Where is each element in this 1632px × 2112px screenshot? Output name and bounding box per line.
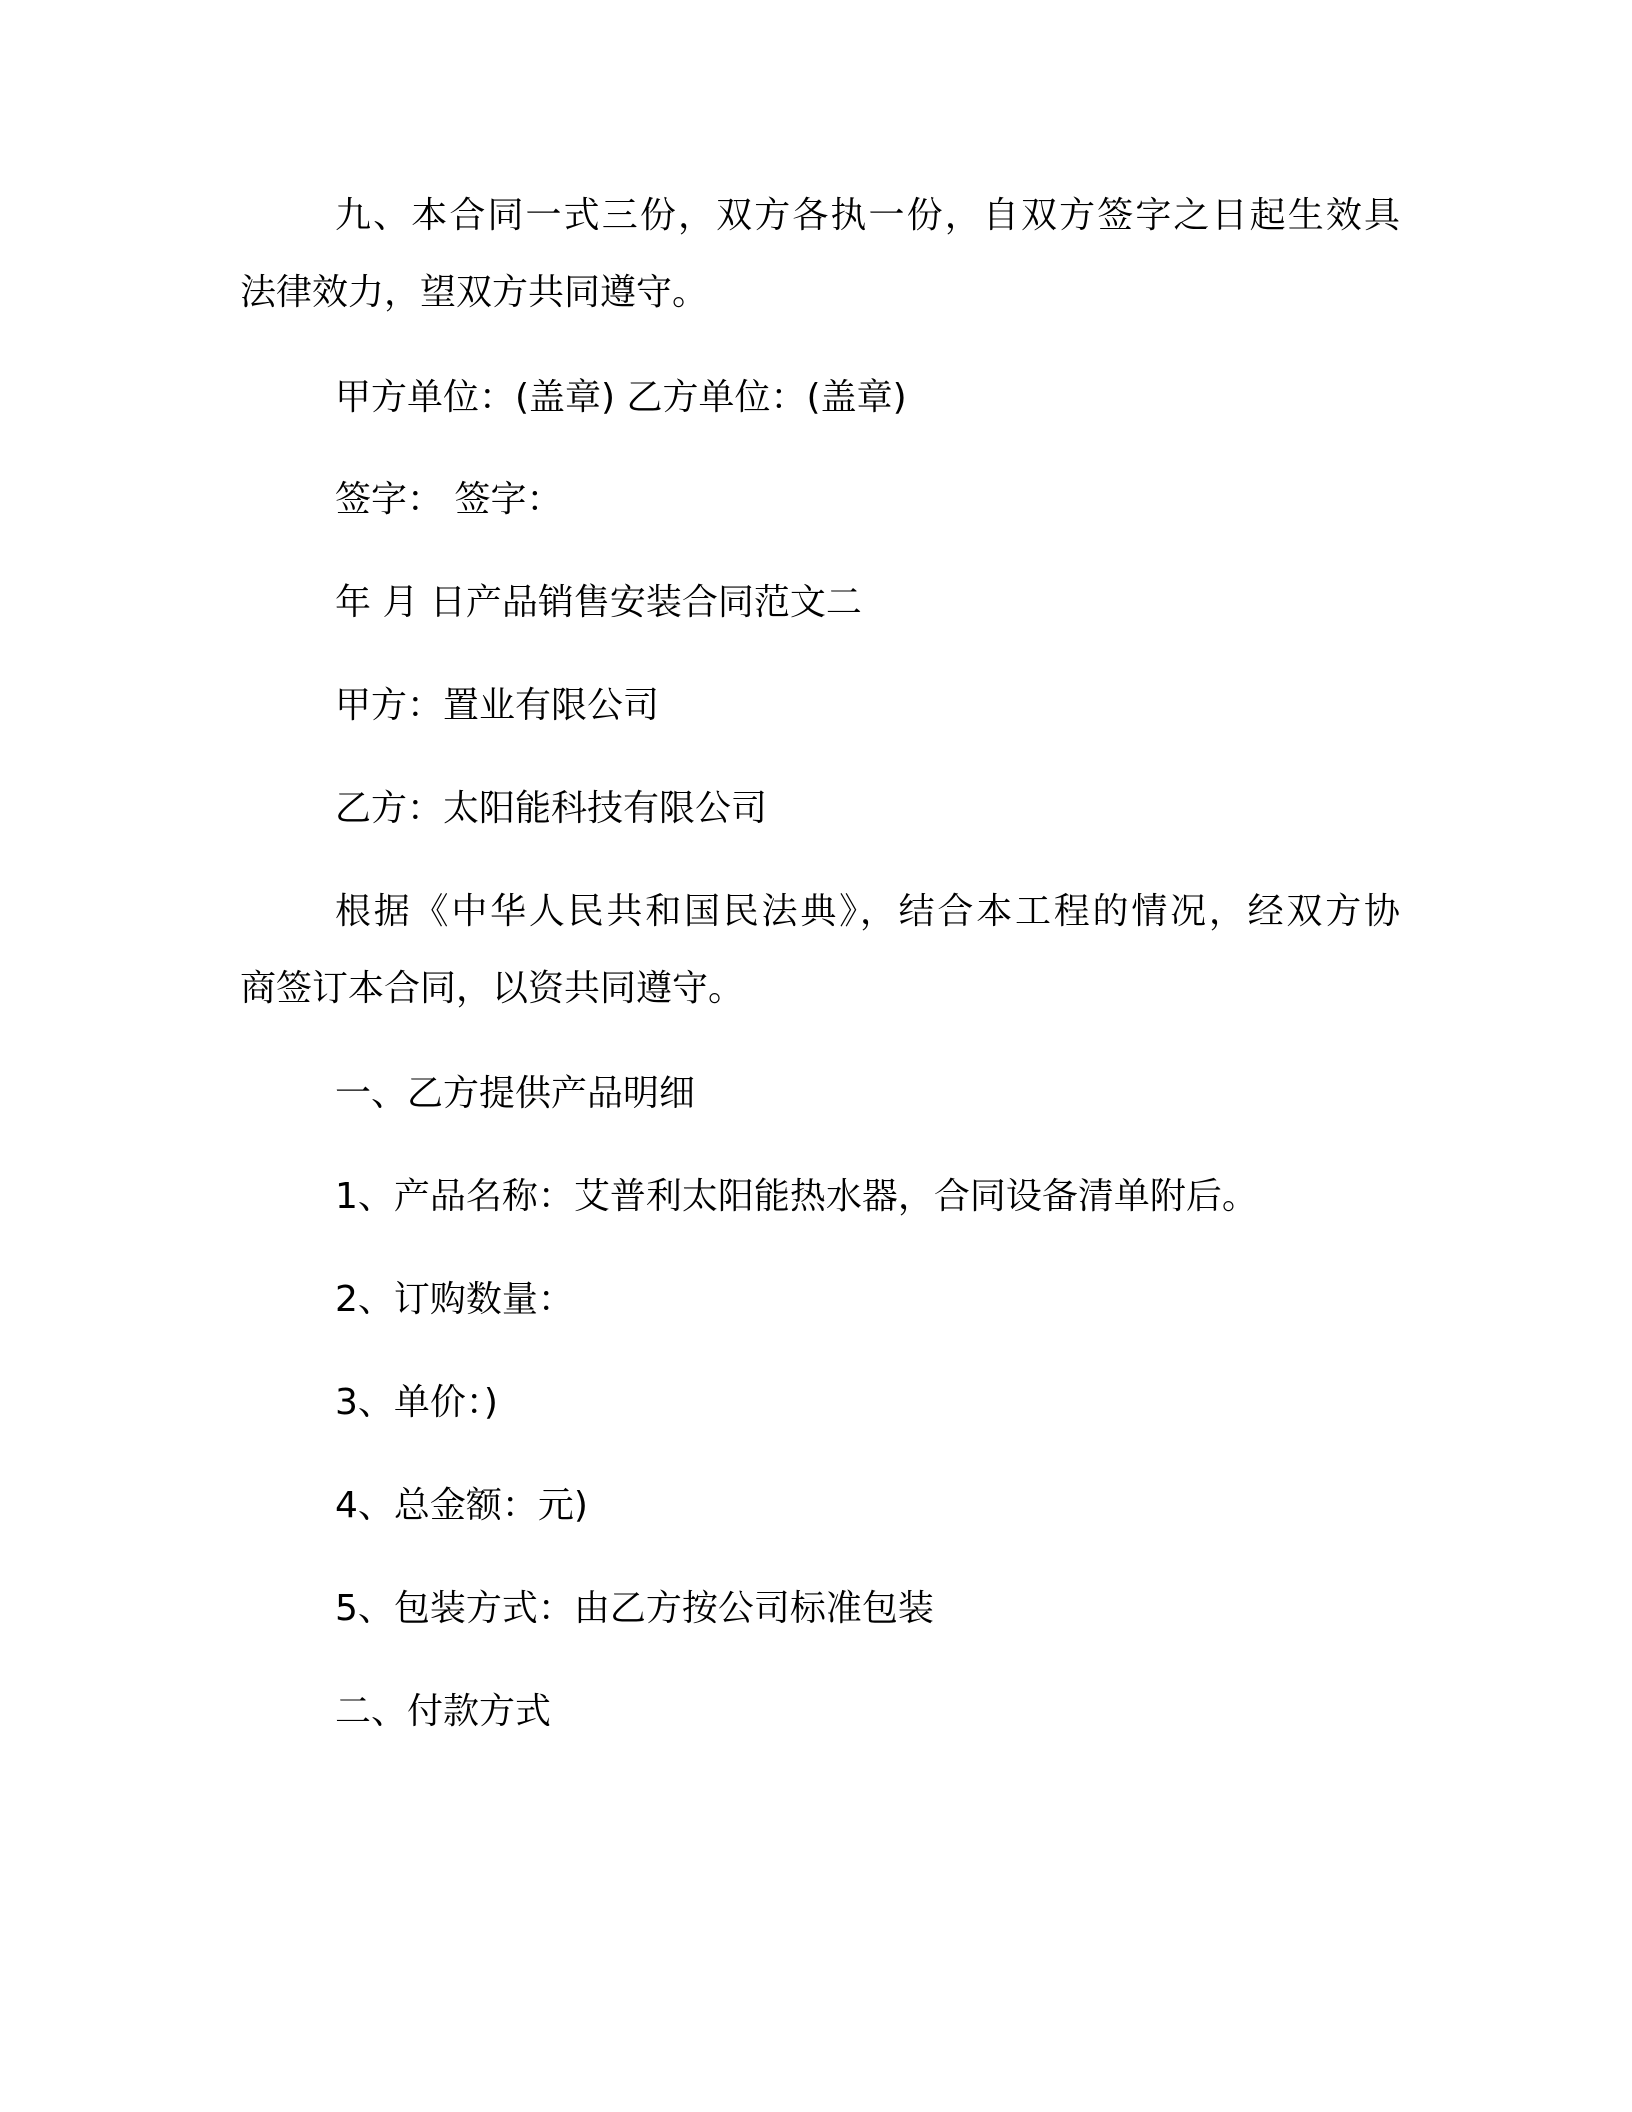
- party-a: 甲方：置业有限公司: [335, 685, 660, 726]
- item-1-product-name: 1、产品名称：艾普利太阳能热水器，合同设备清单附后。: [335, 1176, 1258, 1217]
- clause-9-line-1: 九、本合同一式三份，双方各执一份，自双方签字之日起生效具: [335, 195, 1400, 236]
- signature-units: 甲方单位：(盖章) 乙方单位：(盖章): [335, 377, 907, 418]
- item-5-packaging: 5、包装方式：由乙方按公司标准包装: [335, 1588, 934, 1629]
- item-3-unit-price: 3、单价：): [335, 1382, 498, 1423]
- section-2-heading: 二、付款方式: [335, 1691, 552, 1732]
- date-and-contract-title: 年 月 日产品销售安装合同范文二: [335, 582, 862, 623]
- preamble-line-2: 商签订本合同，以资共同遵守。: [240, 968, 745, 1009]
- item-4-total-amount: 4、总金额：元): [335, 1485, 588, 1526]
- section-1-heading: 一、乙方提供产品明细: [335, 1073, 696, 1114]
- item-2-quantity: 2、订购数量：: [335, 1279, 574, 1320]
- preamble-line-1: 根据《中华人民共和国民法典》，结合本工程的情况，经双方协: [335, 891, 1400, 932]
- party-b: 乙方：太阳能科技有限公司: [335, 788, 768, 829]
- clause-9-line-2: 法律效力，望双方共同遵守。: [240, 272, 709, 313]
- signature-signers: 签字： 签字：: [335, 479, 563, 520]
